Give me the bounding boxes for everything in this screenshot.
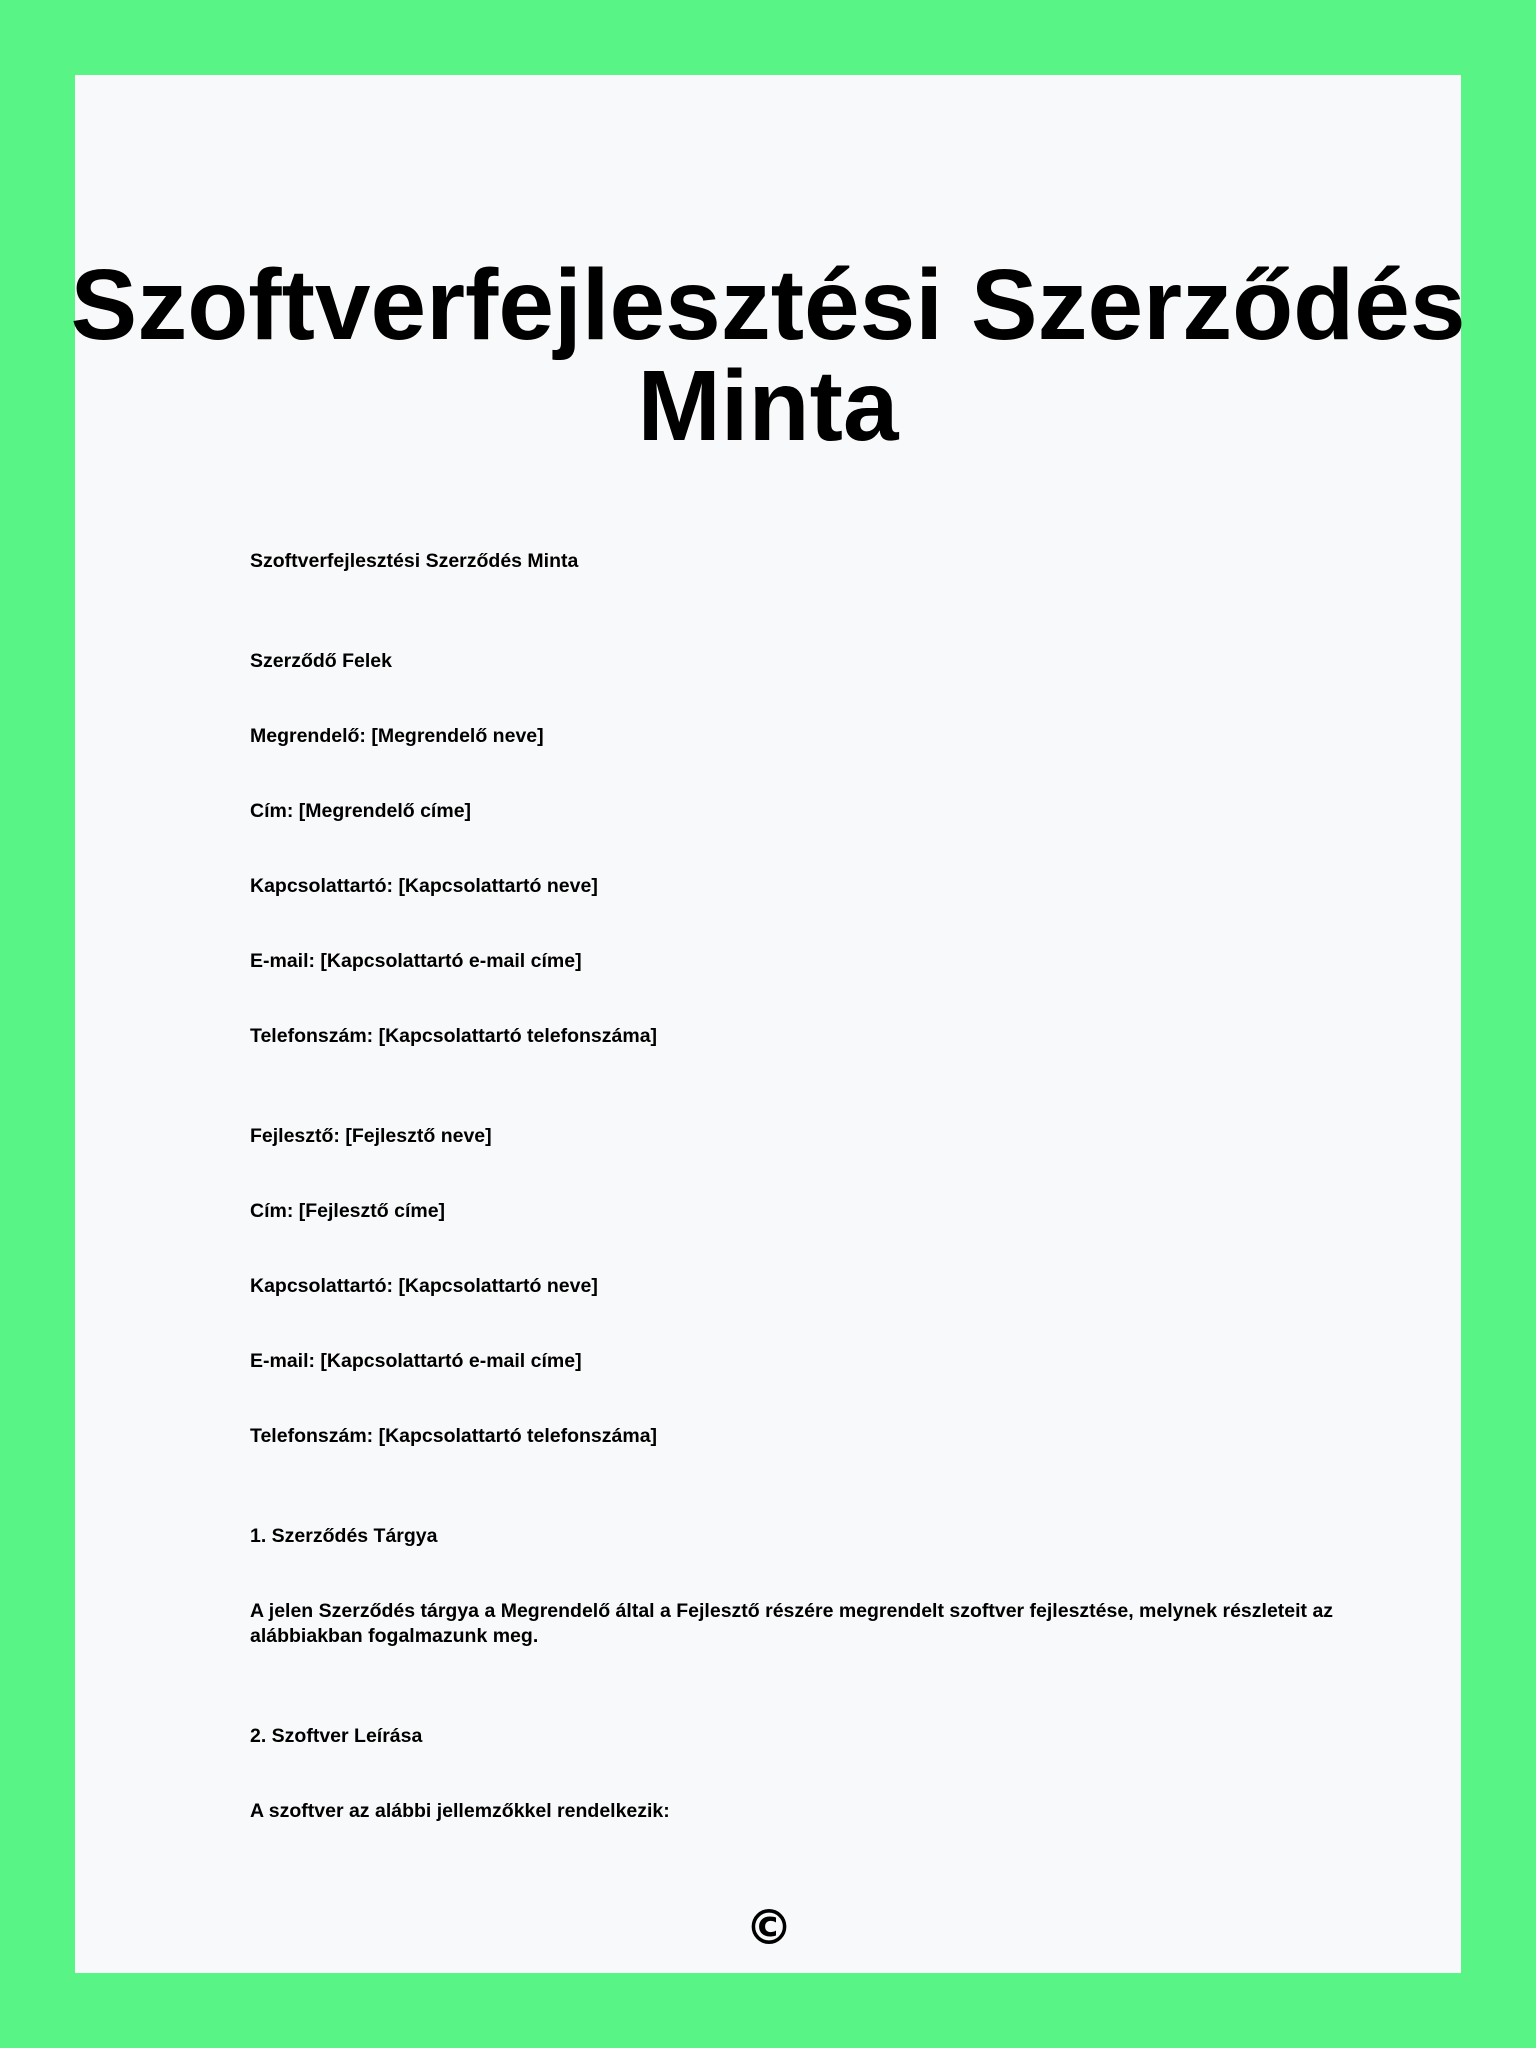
client-address: Cím: [Megrendelő címe] (250, 800, 472, 822)
developer-name: Fejlesztő: [Fejlesztő neve] (250, 1125, 492, 1147)
document-title: Szoftverfejlesztési Szerződés Minta (70, 249, 1466, 462)
document-page (70, 75, 1466, 1973)
client-phone: Telefonszám: [Kapcsolattartó telefonszáma] (250, 1025, 658, 1047)
section1-heading: 1. Szerződés Tárgya (250, 1525, 438, 1547)
client-email: E-mail: [Kapcsolattartó e-mail címe] (250, 950, 582, 972)
client-name: Megrendelő: [Megrendelő neve] (250, 725, 544, 747)
parties-heading: Szerződő Felek (250, 650, 392, 672)
section2-heading: 2. Szoftver Leírása (250, 1725, 423, 1747)
developer-email: E-mail: [Kapcsolattartó e-mail címe] (250, 1350, 582, 1372)
section2-text: A szoftver az alábbi jellemzőkkel rendelkezik: (250, 1800, 670, 1822)
client-contact: Kapcsolattartó: [Kapcsolattartó neve] (250, 875, 598, 897)
document-heading: Szoftverfejlesztési Szerződés Minta (250, 550, 579, 572)
section1-text: A jelen Szerződés tárgya a Megrendelő által a Fejlesztő részére megrendelt szoftver fejlesztése, melynek részleteit az alábbiakban fogalmazunk meg. (250, 1600, 1334, 1647)
copyright-icon: © (745, 1900, 793, 1956)
developer-contact: Kapcsolattartó: [Kapcsolattartó neve] (250, 1275, 598, 1297)
developer-address: Cím: [Fejlesztő címe] (250, 1200, 446, 1222)
developer-phone: Telefonszám: [Kapcsolattartó telefonszáma] (250, 1425, 658, 1447)
